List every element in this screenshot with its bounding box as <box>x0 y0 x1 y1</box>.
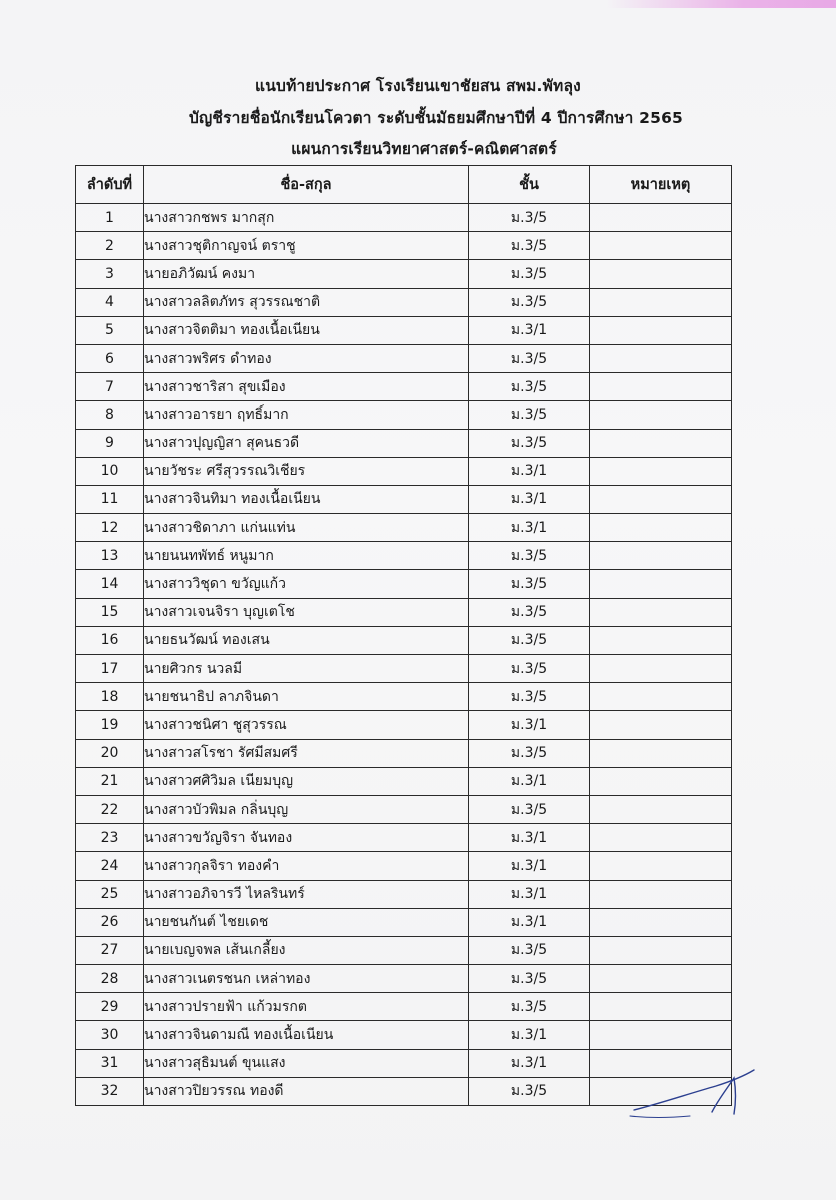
table-row <box>76 795 732 823</box>
table-row <box>76 767 732 795</box>
table-row <box>76 626 732 654</box>
student-name: นางสาวสโรชา รัศมีสมศรี <box>144 739 469 767</box>
row-number: 15 <box>76 598 144 626</box>
student-class: ม.3/5 <box>469 683 590 711</box>
student-class: ม.3/1 <box>469 514 590 542</box>
student-class: ม.3/1 <box>469 852 590 880</box>
row-number: 12 <box>76 514 144 542</box>
student-note <box>590 485 732 513</box>
row-number: 11 <box>76 485 144 513</box>
table-row <box>76 401 732 429</box>
table-row <box>76 993 732 1021</box>
student-name: นางสาวชุติกาญจน์ ตราชู <box>144 232 469 260</box>
student-note <box>590 795 732 823</box>
student-note <box>590 655 732 683</box>
table-row <box>76 936 732 964</box>
student-note <box>590 598 732 626</box>
student-class: ม.3/5 <box>469 739 590 767</box>
student-class: ม.3/5 <box>469 965 590 993</box>
student-class: ม.3/1 <box>469 767 590 795</box>
student-note <box>590 626 732 654</box>
table-row <box>76 880 732 908</box>
row-number: 27 <box>76 936 144 964</box>
header-class: ชั้น <box>469 166 590 204</box>
student-note <box>590 739 732 767</box>
row-number: 23 <box>76 824 144 852</box>
table-row <box>76 683 732 711</box>
student-name: นางสาวปรายฟ้า แก้วมรกต <box>144 993 469 1021</box>
student-class: ม.3/5 <box>469 373 590 401</box>
table-row <box>76 204 732 232</box>
table-row <box>76 232 732 260</box>
student-note <box>590 457 732 485</box>
student-note <box>590 852 732 880</box>
student-note <box>590 1021 732 1049</box>
student-class: ม.3/5 <box>469 344 590 372</box>
row-number: 5 <box>76 316 144 344</box>
row-number: 14 <box>76 570 144 598</box>
table-row <box>76 711 732 739</box>
table-row <box>76 598 732 626</box>
student-name: นางสาววิชุดา ขวัญแก้ว <box>144 570 469 598</box>
student-class: ม.3/5 <box>469 655 590 683</box>
student-note <box>590 880 732 908</box>
student-note <box>590 908 732 936</box>
student-name: นายธนวัฒน์ ทองเสน <box>144 626 469 654</box>
student-note <box>590 965 732 993</box>
student-class: ม.3/5 <box>469 993 590 1021</box>
table-row <box>76 570 732 598</box>
student-name: นางสาวจิตติมา ทองเนื้อเนียน <box>144 316 469 344</box>
document-title-line-1: แนบท้ายประกาศ โรงเรียนเขาชัยสน สพม.พัทลุง <box>255 77 581 95</box>
student-note <box>590 711 732 739</box>
student-class: ม.3/1 <box>469 1021 590 1049</box>
student-name: นางสาวกชพร มากสุก <box>144 204 469 232</box>
student-class: ม.3/1 <box>469 908 590 936</box>
student-note <box>590 401 732 429</box>
table-row <box>76 260 732 288</box>
student-note <box>590 373 732 401</box>
student-class: ม.3/5 <box>469 232 590 260</box>
row-number: 20 <box>76 739 144 767</box>
row-number: 30 <box>76 1021 144 1049</box>
student-note <box>590 260 732 288</box>
table-row <box>76 852 732 880</box>
student-name: นางสาวบัวพิมล กลิ่นบุญ <box>144 795 469 823</box>
row-number: 4 <box>76 288 144 316</box>
table-body <box>76 204 732 1106</box>
student-note <box>590 288 732 316</box>
student-name: นางสาวเนตรชนก เหล่าทอง <box>144 965 469 993</box>
student-name: นางสาวจินทิมา ทองเนื้อเนียน <box>144 485 469 513</box>
student-class: ม.3/1 <box>469 824 590 852</box>
row-number: 17 <box>76 655 144 683</box>
row-number: 29 <box>76 993 144 1021</box>
student-class: ม.3/1 <box>469 457 590 485</box>
row-number: 7 <box>76 373 144 401</box>
student-name: นางสาวชนิศา ชูสุวรรณ <box>144 711 469 739</box>
row-number: 24 <box>76 852 144 880</box>
student-note <box>590 514 732 542</box>
table-row <box>76 485 732 513</box>
student-class: ม.3/1 <box>469 711 590 739</box>
student-name: นางสาวลลิตภัทร สุวรรณชาติ <box>144 288 469 316</box>
student-name: นางสาวปิยวรรณ ทองดี <box>144 1077 469 1105</box>
row-number: 3 <box>76 260 144 288</box>
student-note <box>590 993 732 1021</box>
table-header-row <box>76 166 732 204</box>
student-name: นายศิวกร นวลมี <box>144 655 469 683</box>
student-class: ม.3/5 <box>469 598 590 626</box>
student-roster-table <box>75 165 732 1106</box>
student-note <box>590 824 732 852</box>
table-row <box>76 824 732 852</box>
student-name: นางสาวอภิจารวี ไหลรินทร์ <box>144 880 469 908</box>
student-class: ม.3/5 <box>469 626 590 654</box>
student-class: ม.3/5 <box>469 1077 590 1105</box>
document-title-line-2: บัญชีรายชื่อนักเรียนโควตา ระดับชั้นมัธยมศึกษาปีที่ 4 ปีการศึกษา 2565 <box>188 109 684 127</box>
table-row <box>76 373 732 401</box>
table-row <box>76 908 732 936</box>
student-class: ม.3/1 <box>469 485 590 513</box>
table-row <box>76 739 732 767</box>
row-number: 10 <box>76 457 144 485</box>
student-note <box>590 683 732 711</box>
student-class: ม.3/5 <box>469 936 590 964</box>
student-note <box>590 936 732 964</box>
row-number: 9 <box>76 429 144 457</box>
row-number: 8 <box>76 401 144 429</box>
student-name: นางสาวปุญญิสา สุคนธวดี <box>144 429 469 457</box>
row-number: 32 <box>76 1077 144 1105</box>
header-name: ชื่อ-สกุล <box>144 166 469 204</box>
student-class: ม.3/5 <box>469 204 590 232</box>
student-class: ม.3/1 <box>469 880 590 908</box>
student-class: ม.3/5 <box>469 429 590 457</box>
student-class: ม.3/1 <box>469 1049 590 1077</box>
student-name: นางสาวสุธิมนต์ ขุนแสง <box>144 1049 469 1077</box>
student-name: นายนนทพัทธ์ หนูมาก <box>144 542 469 570</box>
row-number: 13 <box>76 542 144 570</box>
student-note <box>590 570 732 598</box>
signature-mark <box>628 1060 768 1130</box>
student-note <box>590 232 732 260</box>
row-number: 1 <box>76 204 144 232</box>
student-name: นางสาวพริศร ดำทอง <box>144 344 469 372</box>
row-number: 25 <box>76 880 144 908</box>
student-note <box>590 344 732 372</box>
table-row <box>76 542 732 570</box>
table-row <box>76 316 732 344</box>
student-name: นางสาวศศิวิมล เนียมบุญ <box>144 767 469 795</box>
student-name: นางสาวชิดาภา แก่นแท่น <box>144 514 469 542</box>
table-row <box>76 457 732 485</box>
student-note <box>590 316 732 344</box>
student-name: นางสาวจินดามณี ทองเนื้อเนียน <box>144 1021 469 1049</box>
student-class: ม.3/5 <box>469 570 590 598</box>
student-name: นางสาวขวัญจิรา จันทอง <box>144 824 469 852</box>
student-name: นายชนาธิป ลาภจินดา <box>144 683 469 711</box>
row-number: 22 <box>76 795 144 823</box>
row-number: 16 <box>76 626 144 654</box>
student-note <box>590 429 732 457</box>
student-class: ม.3/5 <box>469 795 590 823</box>
table-row <box>76 429 732 457</box>
student-class: ม.3/5 <box>469 401 590 429</box>
row-number: 31 <box>76 1049 144 1077</box>
student-name: นางสาวเจนจิรา บุญเตโช <box>144 598 469 626</box>
student-note <box>590 767 732 795</box>
student-name: นายวัชระ ศรีสุวรรณวิเชียร <box>144 457 469 485</box>
row-number: 6 <box>76 344 144 372</box>
student-note <box>590 204 732 232</box>
header-number: ลำดับที่ <box>76 166 144 204</box>
student-class: ม.3/1 <box>469 316 590 344</box>
header-note: หมายเหตุ <box>590 166 732 204</box>
student-name: นางสาวกุลจิรา ทองคำ <box>144 852 469 880</box>
row-number: 26 <box>76 908 144 936</box>
table-row <box>76 1021 732 1049</box>
student-name: นายอภิวัฒน์ คงมา <box>144 260 469 288</box>
table-row <box>76 655 732 683</box>
table-row <box>76 514 732 542</box>
student-class: ม.3/5 <box>469 260 590 288</box>
student-class: ม.3/5 <box>469 288 590 316</box>
student-name: นางสาวอารยา ฤทธิ์มาก <box>144 401 469 429</box>
pink-edge-decoration <box>606 0 836 8</box>
row-number: 19 <box>76 711 144 739</box>
row-number: 18 <box>76 683 144 711</box>
table-row <box>76 965 732 993</box>
student-name: นายชนกันต์ ไชยเดช <box>144 908 469 936</box>
document-title-line-3: แผนการเรียนวิทยาศาสตร์-คณิตศาสตร์ <box>291 140 557 158</box>
table-row <box>76 344 732 372</box>
row-number: 21 <box>76 767 144 795</box>
row-number: 2 <box>76 232 144 260</box>
student-note <box>590 542 732 570</box>
student-class: ม.3/5 <box>469 542 590 570</box>
row-number: 28 <box>76 965 144 993</box>
student-name: นางสาวชาริสา สุขเมือง <box>144 373 469 401</box>
table-row <box>76 288 732 316</box>
student-name: นายเบญจพล เส้นเกลี้ยง <box>144 936 469 964</box>
